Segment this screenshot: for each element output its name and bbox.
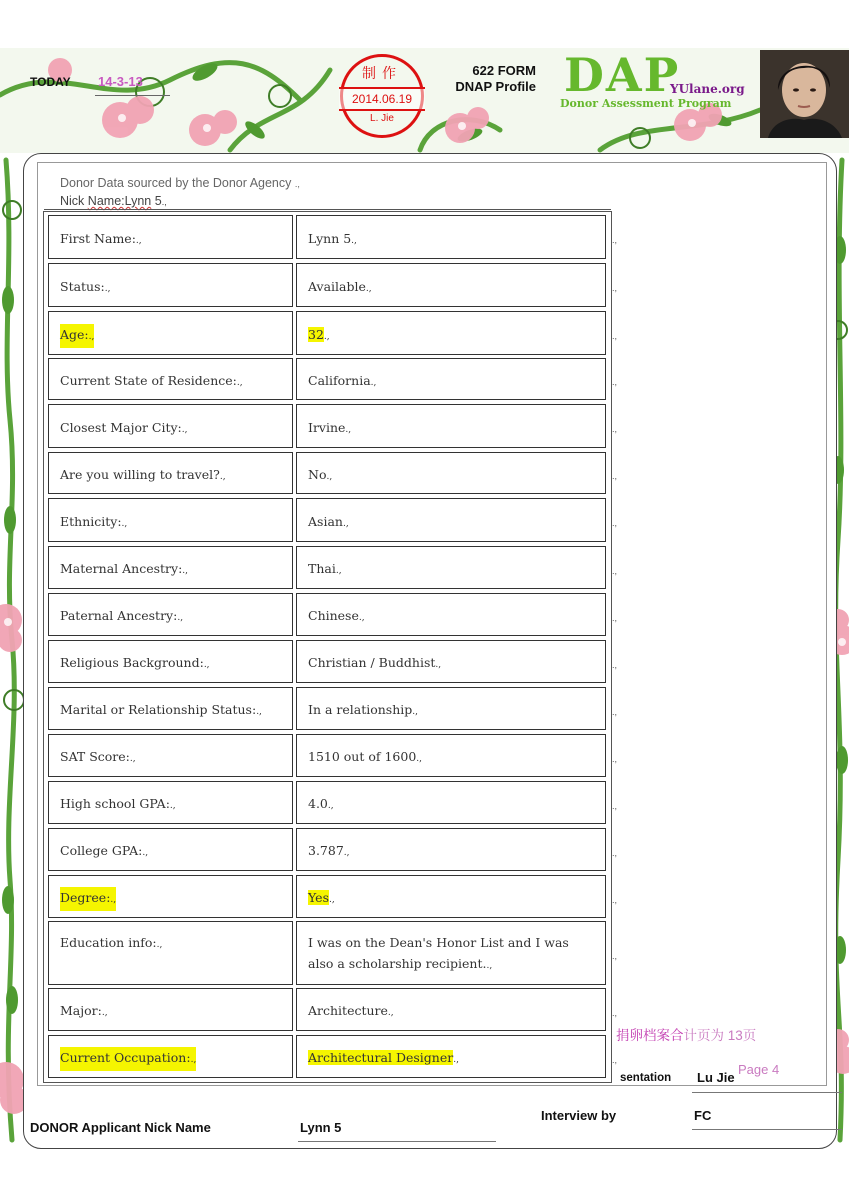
stamp-signature: L. Jie: [370, 113, 394, 124]
row-value-cell: [296, 452, 606, 494]
row-label-cell: [48, 263, 293, 307]
cell-marker: .,: [104, 284, 111, 294]
row-value-cell: [296, 828, 606, 871]
row-label-cell: [48, 311, 293, 355]
cell-marker: .,: [365, 284, 372, 294]
row-label-text: Paternal Ancestry:.,: [60, 608, 184, 623]
cell-marker: .,: [326, 472, 333, 482]
dap-logo-site: YUlane.org: [670, 82, 745, 96]
row-value: I was on the Dean's Honor List and I was also a scholarship recipient.: [308, 935, 569, 971]
row-value-cell: [296, 358, 606, 400]
interview-label: Interview by: [541, 1108, 617, 1123]
cell-marker: .,: [343, 848, 350, 858]
row-end-marker: .,: [612, 424, 618, 434]
cell-marker: .,: [177, 613, 184, 623]
row-value-wrap: [308, 324, 587, 348]
row-value: Lynn 5: [308, 231, 352, 246]
cell-marker: .,: [156, 940, 163, 950]
today-underline: [95, 95, 170, 96]
row-label-text: Degree:.,: [60, 887, 116, 911]
row-label-cell: [48, 781, 293, 824]
row-value: Yes: [308, 890, 329, 905]
presentation-label: sentation: [620, 1072, 672, 1084]
cell-marker: .,: [342, 519, 349, 529]
row-value-wrap: [308, 887, 587, 911]
row-label-text: SAT Score:.,: [60, 749, 136, 764]
dap-logo-subtitle: Donor Assessment Program: [560, 97, 732, 110]
cell-marker: .,: [169, 801, 176, 811]
cell-marker: .,: [335, 566, 342, 576]
row-value-wrap: [308, 558, 587, 582]
row-label-text: Marital or Relationship Status:.,: [60, 702, 262, 717]
row-label-text: College GPA:.,: [60, 843, 149, 858]
cell-marker: .,: [101, 1008, 108, 1018]
stamp-top-text: 制作: [362, 65, 402, 81]
row-value-cell: [296, 921, 606, 985]
nick-name-word: Name:Lynn: [87, 194, 152, 208]
form-title: [436, 63, 536, 95]
source-note-text: Donor Data sourced by the Donor Agency: [60, 176, 292, 190]
row-label-cell: [48, 921, 293, 985]
row-value: California: [308, 373, 371, 388]
row-value-wrap: [308, 464, 587, 488]
row-value-cell: [296, 687, 606, 730]
cell-marker: .,: [219, 472, 226, 482]
row-label-cell: [48, 687, 293, 730]
row-value-wrap: [308, 840, 587, 864]
stamp-date: 2014.06.19: [339, 87, 425, 111]
row-value-cell: [296, 988, 606, 1031]
row-end-marker: .,: [612, 1008, 618, 1018]
row-label-cell: [48, 988, 293, 1031]
row-end-marker: .,: [612, 283, 618, 293]
cell-marker: .,: [435, 660, 442, 670]
row-value-cell: [296, 734, 606, 777]
cell-marker: .,: [387, 1008, 394, 1018]
donor-photo: [760, 50, 849, 138]
page-header: [0, 48, 849, 148]
row-value: Irvine: [308, 420, 346, 435]
row-value: Architectural Designer: [308, 1050, 454, 1065]
row-value-cell: [296, 311, 606, 355]
row-label-cell: [48, 875, 293, 918]
cell-marker: .,: [358, 613, 365, 623]
row-value-wrap: [308, 228, 587, 252]
cell-marker: .,: [323, 332, 330, 342]
row-end-marker: .,: [612, 235, 618, 245]
row-end-marker: .,: [612, 848, 618, 858]
row-value-wrap: [308, 417, 587, 441]
row-value: Available: [308, 279, 366, 294]
row-label-cell: [48, 593, 293, 636]
row-value-wrap: [308, 605, 587, 629]
cell-marker: .,: [190, 1055, 197, 1065]
row-value: 32: [308, 327, 324, 342]
row-label-text: Major:.,: [60, 1003, 108, 1018]
row-value-cell: [296, 640, 606, 683]
row-end-marker: .,: [612, 377, 618, 387]
row-label-text: Status:.,: [60, 279, 111, 294]
row-label-text: Education info:.,: [60, 935, 163, 950]
row-end-marker: .,: [612, 660, 618, 670]
presentation-rule: [692, 1092, 842, 1093]
row-label-text: High school GPA:.,: [60, 796, 176, 811]
row-label-cell: [48, 640, 293, 683]
row-value: Asian: [308, 514, 343, 529]
cell-marker: .,: [121, 519, 128, 529]
page-number: Page 4: [738, 1062, 780, 1077]
row-end-marker: .,: [612, 707, 618, 717]
row-value-wrap: [308, 1000, 587, 1024]
form-name: DNAP Profile: [455, 79, 536, 94]
cell-marker: .,: [256, 707, 262, 717]
row-end-marker: .,: [612, 1055, 618, 1065]
row-end-marker: .,: [612, 801, 618, 811]
cell-marker: .,: [129, 754, 136, 764]
row-value-cell: [296, 546, 606, 589]
cell-marker: .,: [412, 707, 419, 717]
row-value-cell: [296, 215, 606, 259]
cell-marker: .,: [135, 236, 142, 246]
cell-marker: .,: [182, 566, 189, 576]
row-label-cell: [48, 498, 293, 542]
interviewer-underline: [692, 1129, 842, 1130]
nick-name-line: Nick Name:Lynn 5.,: [60, 194, 167, 208]
row-label-cell: [48, 1035, 293, 1078]
row-value: 4.0: [308, 796, 328, 811]
row-value-wrap: [308, 1047, 587, 1071]
cell-marker: .,: [110, 895, 117, 905]
cell-marker: .,: [181, 425, 188, 435]
row-value-wrap: [308, 793, 587, 817]
row-end-marker: .,: [612, 754, 618, 764]
row-end-marker: .,: [612, 613, 618, 623]
dap-logo: [560, 48, 760, 116]
row-label-text: Current Occupation:.,: [60, 1047, 196, 1071]
page-count-note: [616, 1024, 756, 1044]
row-value-cell: [296, 1035, 606, 1078]
row-label-cell: [48, 215, 293, 259]
row-value-wrap: [308, 699, 587, 723]
row-end-marker: .,: [612, 951, 618, 961]
cell-marker: .,: [351, 236, 357, 246]
cell-marker: .,: [328, 895, 335, 905]
row-value: Chinese: [308, 608, 359, 623]
row-value-wrap: [308, 511, 587, 535]
cell-marker: .,: [345, 425, 352, 435]
row-value: 1510 out of 1600: [308, 749, 417, 764]
today-value: 14-3-13: [98, 74, 143, 89]
form-number: 622 FORM: [472, 63, 536, 78]
row-label-cell: [48, 404, 293, 448]
row-value: Christian / Buddhist: [308, 655, 436, 670]
row-label-cell: [48, 358, 293, 400]
cell-marker: .,: [486, 961, 493, 971]
row-value-wrap: [308, 276, 587, 300]
row-label-text: Current State of Residence:.,: [60, 373, 243, 388]
row-label-cell: [48, 546, 293, 589]
row-label-text: Ethnicity:.,: [60, 514, 128, 529]
row-label-cell: [48, 734, 293, 777]
donor-nick-label: DONOR Applicant Nick Name: [30, 1120, 211, 1135]
row-label-text: Maternal Ancestry:.,: [60, 561, 189, 576]
page-count-note-b: 计页为 13页: [683, 1028, 757, 1043]
row-value: Thai: [308, 561, 336, 576]
row-value-wrap: [308, 932, 587, 977]
nick-suffix: 5: [154, 194, 162, 208]
row-value-wrap: [308, 746, 587, 770]
row-value-cell: [296, 875, 606, 918]
row-value: 3.787: [308, 843, 344, 858]
row-end-marker: .,: [612, 566, 618, 576]
row-value-cell: [296, 263, 606, 307]
row-label-text: First Name:.,: [60, 231, 142, 246]
row-end-marker: .,: [612, 895, 618, 905]
nick-prefix: Nick: [60, 194, 85, 208]
today-label: TODAY: [30, 75, 71, 89]
row-end-marker: .,: [612, 471, 618, 481]
cell-marker: .,: [370, 378, 377, 388]
page-count-note-a: 捐卵档案合: [616, 1028, 684, 1043]
official-stamp: [340, 54, 424, 138]
dap-logo-mark: DAP: [564, 48, 681, 102]
row-end-marker: .,: [612, 518, 618, 528]
cell-marker: .,: [453, 1055, 459, 1065]
row-value-cell: [296, 781, 606, 824]
row-value-cell: [296, 593, 606, 636]
row-value: Architecture: [308, 1003, 388, 1018]
row-end-marker: .,: [612, 331, 618, 341]
cell-marker: .,: [142, 848, 149, 858]
row-value-wrap: [308, 652, 587, 676]
row-label-cell: [48, 452, 293, 494]
donor-nick-underline: [298, 1141, 496, 1142]
cell-marker: .,: [327, 801, 334, 811]
cell-marker: .,: [88, 332, 95, 342]
row-value: No: [308, 467, 327, 482]
row-label-text: Closest Major City:.,: [60, 420, 188, 435]
source-note: Donor Data sourced by the Donor Agency .,: [60, 176, 300, 190]
row-label-text: Religious Background:.,: [60, 655, 210, 670]
row-label-text: Age:.,: [60, 324, 94, 348]
interviewer-value: FC: [694, 1108, 712, 1123]
row-label-cell: [48, 828, 293, 871]
row-value-wrap: [308, 370, 587, 394]
row-value: In a relationship: [308, 702, 413, 717]
row-value-cell: [296, 498, 606, 542]
row-label-text: Are you willing to travel?.,: [60, 467, 226, 482]
cell-marker: .,: [416, 754, 423, 764]
row-value-cell: [296, 404, 606, 448]
donor-nick-value: Lynn 5: [300, 1120, 342, 1135]
presenter-name: Lu Jie: [697, 1070, 735, 1085]
cell-marker: .,: [203, 660, 210, 670]
table-top-rule: [44, 209, 611, 210]
cell-marker: .,: [236, 378, 243, 388]
